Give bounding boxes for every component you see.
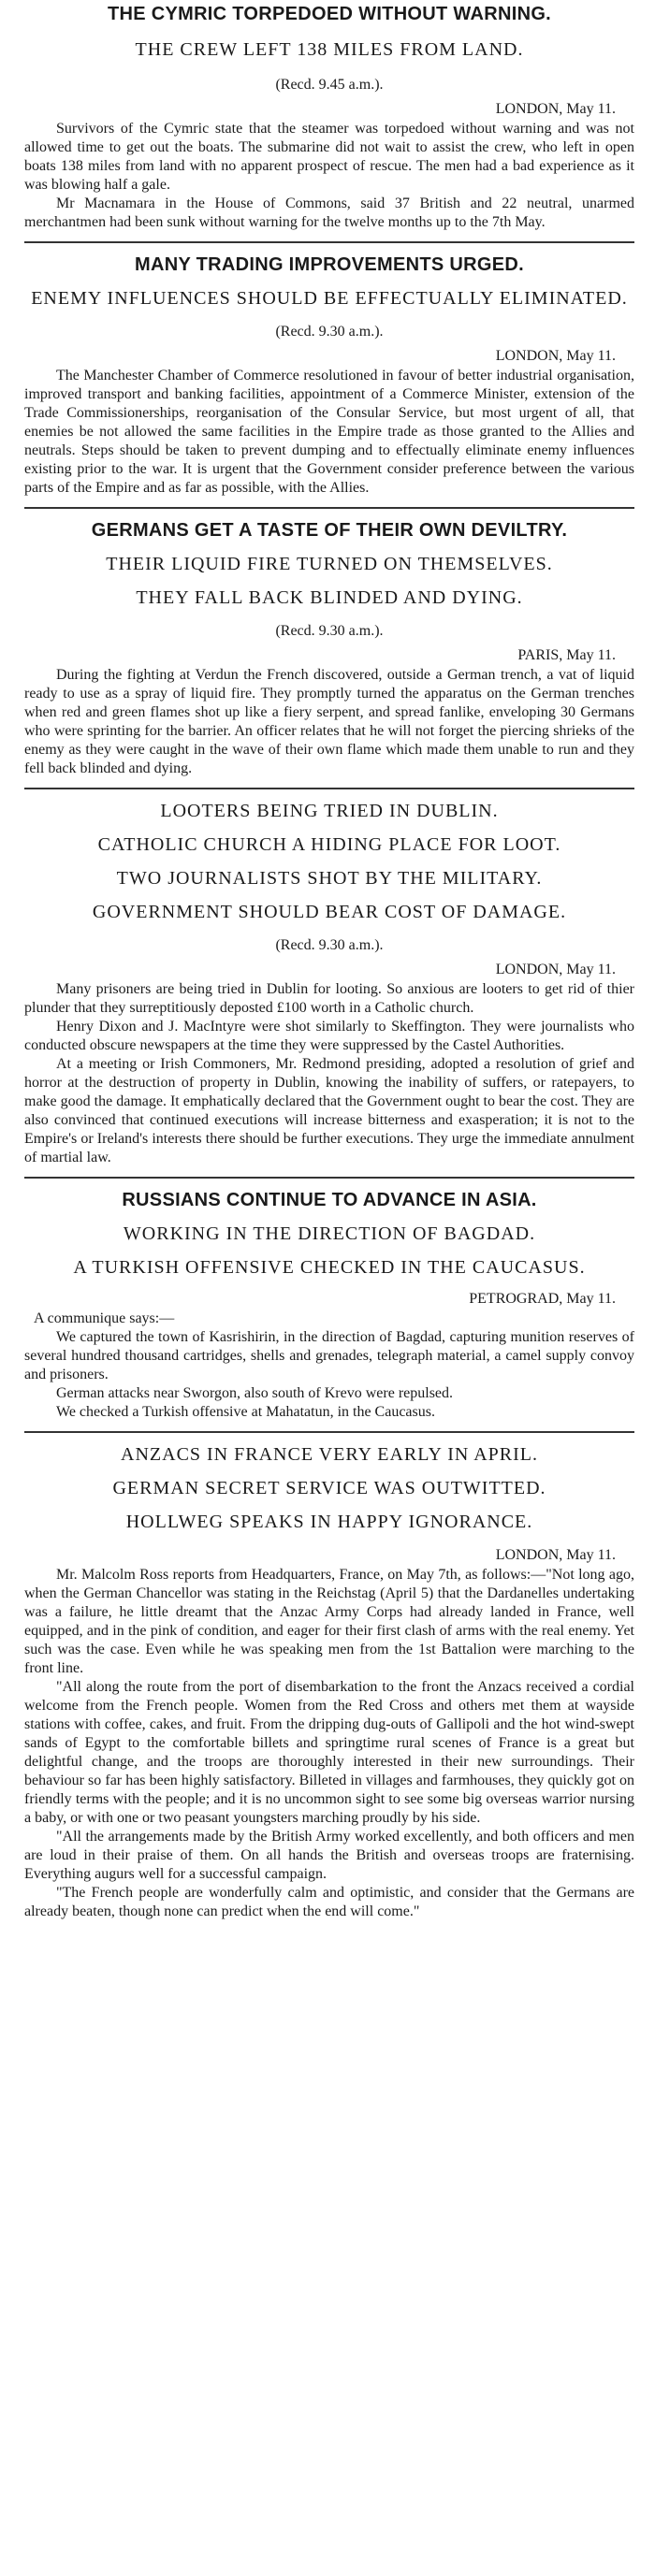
divider	[24, 1177, 634, 1179]
paragraph: "All along the route from the port of disembarkation to the front the Anzacs received a cordial welcome from the French people. Women from the Red Cross and others met them at wayside stations with coffee, cakes, and fruit. From the dripping dug-outs of Gallipoli and the hot wind-swept sands of Egypt to the comfortable billets and springtime rural scenes of France is a great but delightful change, and the troops are thoroughly interested in their new surroundings. Their behaviour so far has been highly satisfactory. Billeted in villages and farmhouses, they quickly got on friendly terms with the people; and it is no uncommon sight to see some big overseas warrior nursing a baby, or with one or two peasant youngsters marching proudly by his side.	[24, 1679, 634, 1826]
subheadline: THEY FALL BACK BLINDED AND DYING.	[136, 587, 523, 608]
divider	[24, 241, 634, 243]
subheadline: CATHOLIC CHURCH A HIDING PLACE FOR LOOT.	[97, 834, 561, 855]
headline: MANY TRADING IMPROVEMENTS URGED.	[135, 254, 524, 275]
dateline: PETROGRAD, May 11.	[469, 1291, 616, 1307]
paragraph: "All the arrangements made by the British Army worked excellently, and both officers and men are loud in their praise of them. On all hands the British and overseas troops are fraternising. Everything augurs well for a successful campaign.	[24, 1829, 634, 1882]
article-body	[24, 980, 634, 1167]
subheadline: LOOTERS BEING TRIED IN DUBLIN.	[160, 801, 499, 821]
headline: RUSSIANS CONTINUE TO ADVANCE IN ASIA.	[122, 1190, 537, 1210]
subheadline: A TURKISH OFFENSIVE CHECKED IN THE CAUCASUS.	[73, 1257, 586, 1278]
subheadline: WORKING IN THE DIRECTION OF BAGDAD.	[123, 1223, 536, 1244]
paragraph: We captured the town of Kasrishirin, in the direction of Bagdad, capturing munition reserves of several hundred thousand cartridges, shells and grenades, telegraph material, a camel supply convoy and prisoners.	[24, 1329, 634, 1382]
subheadline: TWO JOURNALISTS SHOT BY THE MILITARY.	[116, 868, 543, 889]
paragraph: Mr Macnamara in the House of Commons, said 37 British and 22 neutral, unarmed merchantmen had been sunk without warning for the twelve months up to the 7th May.	[24, 195, 634, 230]
subheadline: THEIR LIQUID FIRE TURNED ON THEMSELVES.	[106, 554, 553, 574]
paragraph: Henry Dixon and J. MacIntyre were shot similarly to Skeffington. They were journalists who conducted obscure newspapers at the time they were suppressed by the Castel Authorities.	[24, 1019, 634, 1053]
subheadline: GERMAN SECRET SERVICE WAS OUTWITTED.	[112, 1478, 546, 1498]
received-time: (Recd. 9.45 a.m.).	[275, 77, 384, 93]
paragraph: We checked a Turkish offensive at Mahatatun, in the Caucasus.	[56, 1404, 435, 1420]
dateline: LONDON, May 11.	[495, 348, 616, 364]
received-time: (Recd. 9.30 a.m.).	[275, 937, 384, 953]
subheadline: HOLLWEG SPEAKS IN HAPPY IGNORANCE.	[125, 1512, 533, 1532]
paragraph: At a meeting or Irish Commoners, Mr. Redmond presiding, adopted a resolution of grief and horror at the destruction of property in Dublin, knowing the inability of suffers, or ratepayers, to make good the damage. It emphatically declared that the Government ought to bear the cost. They are also convinced that continued executions will increase bitterness and exasperation; it is not to the Empire's or Ireland's interests there should be further executions. They urge the immediate annulment of martial law.	[24, 1056, 634, 1165]
divider	[24, 1431, 634, 1433]
paragraph: Mr. Malcolm Ross reports from Headquarters, France, on May 7th, as follows:—"Not long ago, when the German Chancellor was stating in the Reichstag (April 5) that the Dardanelles undertaking was a failure, he little dreamt that the Anzac Army Corps had already landed in France, well equipped, and in the pink of condition, and eager for their first clash of arms with the real enemy. Yet such was the case. Even while he was speaking men from the 1st Battalion were marching to the front line.	[24, 1567, 634, 1676]
paragraph: German attacks near Sworgon, also south of Krevo were repulsed.	[56, 1385, 454, 1401]
paragraph: Many prisoners are being tried in Dublin for looting. So anxious are looters to get rid of thier plunder that they surreptitiously deposted £100 worth in a Catholic church.	[24, 981, 634, 1016]
subheadline: GOVERNMENT SHOULD BEAR COST OF DAMAGE.	[92, 902, 567, 922]
article-body	[24, 1310, 634, 1422]
headline: GERMANS GET A TASTE OF THEIR OWN DEVILTRY.	[91, 520, 568, 541]
paragraph: "The French people are wonderfully calm and optimistic, and consider that the Germans are already beaten, though none can predict when the end will come."	[24, 1885, 634, 1919]
received-time: (Recd. 9.30 a.m.).	[275, 324, 384, 340]
subheadline: ENEMY INFLUENCES SHOULD BE EFFECTUALLY ELIMINATED.	[31, 288, 628, 309]
dateline: LONDON, May 11.	[495, 101, 616, 117]
article-body	[24, 666, 634, 778]
article-body	[24, 1566, 634, 1921]
lead-line: A communique says:—	[34, 1310, 175, 1326]
article-dublin-looters	[24, 799, 634, 1167]
article-liquid-fire	[24, 518, 634, 778]
dateline: LONDON, May 11.	[495, 962, 616, 977]
article-russians-asia	[24, 1188, 634, 1422]
headline: THE CYMRIC TORPEDOED WITHOUT WARNING.	[107, 4, 552, 24]
paragraph: Survivors of the Cymric state that the steamer was torpedoed without warning and was not allowed time to get out the boats. The submarine did not wait to assist the crew, who left in open boats 138 miles from land with no apparent prospect of rescue. The men had a bad experience as it was blowing half a gale.	[24, 121, 634, 193]
article-cymric	[24, 2, 634, 232]
subheadline: THE CREW LEFT 138 MILES FROM LAND.	[135, 39, 524, 60]
paragraph: During the fighting at Verdun the French discovered, outside a German trench, a vat of liquid ready to use as a spray of liquid fire. They promptly turned the apparatus on the German trenches when red and green flames shot up like a fiery serpent, and spread fanlike, enveloping 30 Germans who were sprinting for the barrier. An officer relates that he will not forget the piercing shrieks of the enemy as they were caught in the wave of their own flame which made them unable to run and they fell back blinded and dying.	[24, 667, 634, 776]
article-trading	[24, 253, 634, 498]
received-time: (Recd. 9.30 a.m.).	[275, 623, 384, 639]
article-body	[24, 367, 634, 498]
subheadline: ANZACS IN FRANCE VERY EARLY IN APRIL.	[121, 1444, 538, 1465]
dateline: PARIS, May 11.	[517, 647, 616, 663]
article-anzacs-france	[24, 1442, 634, 1921]
divider	[24, 507, 634, 509]
dateline: LONDON, May 11.	[495, 1547, 616, 1563]
divider	[24, 788, 634, 789]
article-body	[24, 120, 634, 232]
paragraph: The Manchester Chamber of Commerce resolutioned in favour of better industrial organisation, improved transport and banking facilities, appointment of a Commerce Minister, extension of the Trade Commissionerships, reorganisation of the Consular Service, but most urgent of all, that enemies be not allowed the same facilities in the Empire trade as those granted to the Allies and neutrals. Steps should be taken to prevent dumping and to effectually eliminate enemy influences existing prior to the war. It is urgent that the Government consider preference between the various parts of the Empire and as far as possible, with the Allies.	[24, 368, 634, 496]
